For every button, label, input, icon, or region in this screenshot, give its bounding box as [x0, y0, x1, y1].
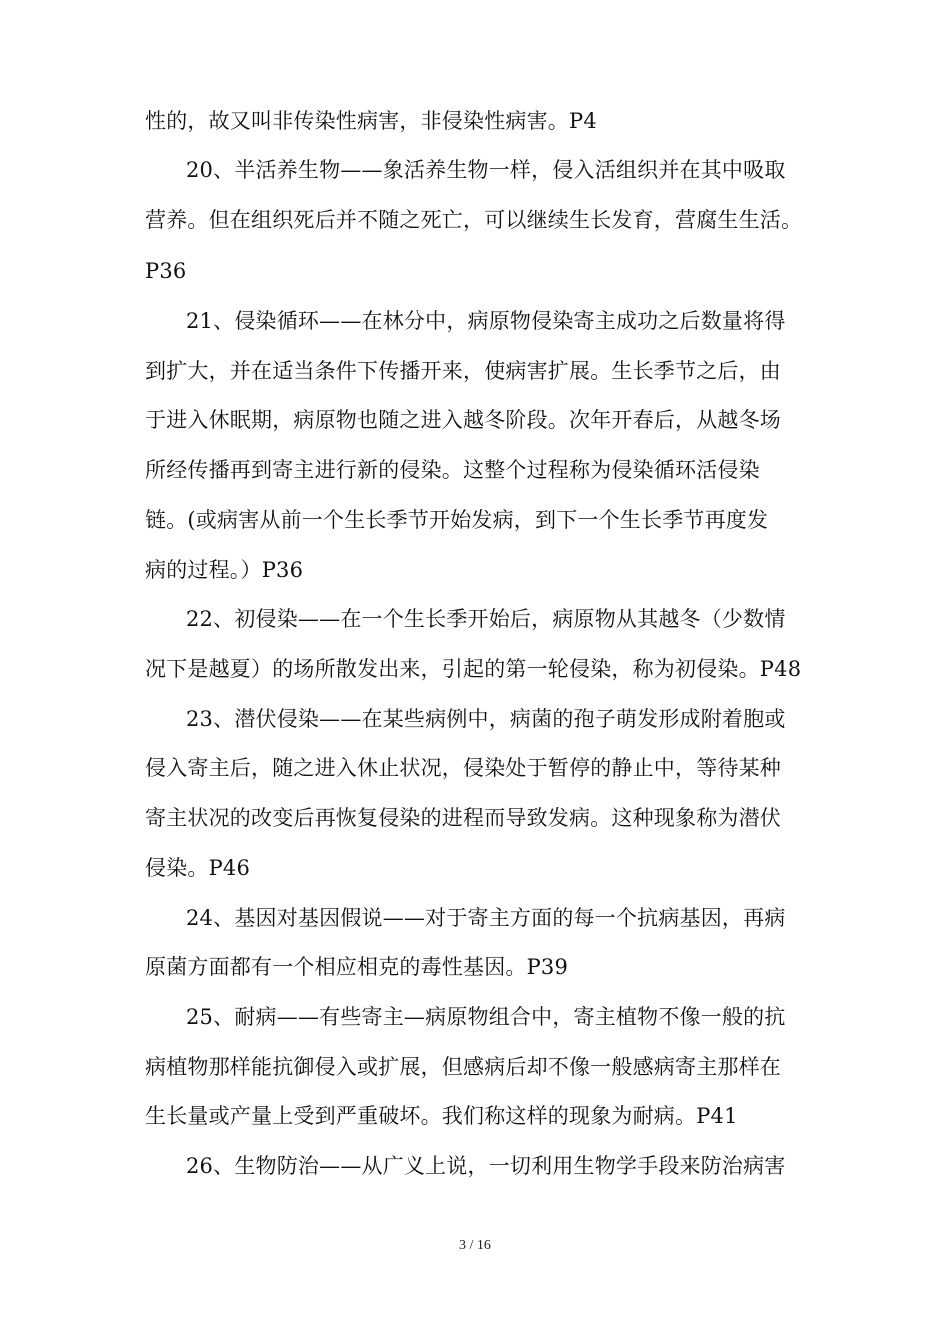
- text-line: 营养。但在组织死后并不随之死亡，可以继续生长发育，营腐生生活。: [145, 208, 803, 232]
- text-line: 侵染。P46: [145, 856, 251, 880]
- text-line: 20、半活养生物——象活养生物一样，侵入活组织并在其中吸取: [186, 158, 786, 182]
- text-line: 21、侵染循环——在林分中，病原物侵染寄主成功之后数量将得: [186, 309, 786, 333]
- text-line: 侵入寄主后，随之进入休止状况，侵染处于暂停的静止中，等待某种: [145, 756, 781, 780]
- text-line: P36: [145, 259, 187, 283]
- text-line: 22、初侵染——在一个生长季开始后，病原物从其越冬（少数情: [186, 607, 786, 631]
- text-line: 于进入休眠期，病原物也随之进入越冬阶段。次年开春后，从越冬场: [145, 408, 781, 432]
- text-line: 到扩大，并在适当条件下传播开来，使病害扩展。生长季节之后，由: [145, 359, 781, 383]
- text-line: 性的，故又叫非传染性病害，非侵染性病害。P4: [145, 109, 597, 133]
- page-number: 3 / 16: [459, 1238, 491, 1253]
- text-line: 寄主状况的改变后再恢复侵染的进程而导致发病。这种现象称为潜伏: [145, 806, 781, 830]
- text-line: 25、耐病——有些寄主—病原物组合中，寄主植物不像一般的抗: [186, 1005, 786, 1029]
- text-line: 23、潜伏侵染——在某些病例中，病菌的孢子萌发形成附着胞或: [186, 707, 786, 731]
- text-line: 况下是越夏）的场所散发出来，引起的第一轮侵染，称为初侵染。P48: [145, 657, 802, 681]
- text-line: 24、基因对基因假说——对于寄主方面的每一个抗病基因，再病: [186, 906, 786, 930]
- text-line: 26、生物防治——从广义上说，一切利用生物学手段来防治病害: [186, 1154, 786, 1178]
- text-line: 所经传播再到寄主进行新的侵染。这整个过程称为侵染循环活侵染: [145, 458, 760, 482]
- text-line: 原菌方面都有一个相应相克的毒性基因。P39: [145, 955, 569, 979]
- text-line: 病的过程。）P36: [145, 558, 304, 582]
- text-line: 生长量或产量上受到严重破坏。我们称这样的现象为耐病。P41: [145, 1104, 738, 1128]
- text-line: 病植物那样能抗御侵入或扩展，但感病后却不像一般感病寄主那样在: [145, 1055, 781, 1079]
- text-line: 链。(或病害从前一个生长季节开始发病，到下一个生长季节再度发: [145, 508, 769, 532]
